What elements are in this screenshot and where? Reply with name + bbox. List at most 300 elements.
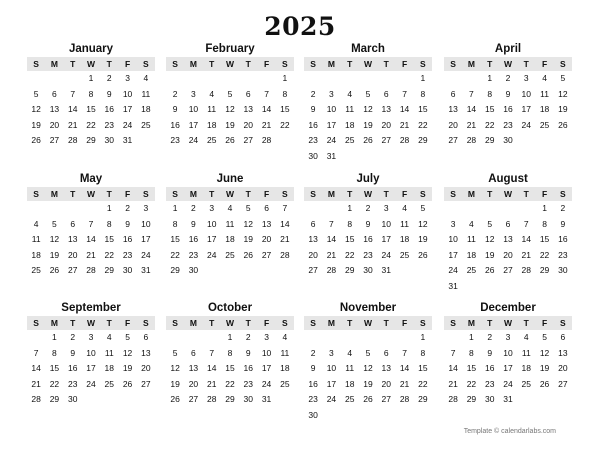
empty-cell: [27, 71, 45, 87]
day-cell: 16: [484, 363, 495, 373]
day-cell: 23: [188, 249, 199, 260]
day-cell: 20: [49, 119, 60, 130]
day-cell: 11: [31, 234, 41, 244]
day-cell: 3: [505, 332, 511, 342]
weekday-header: T: [209, 318, 215, 328]
day-cell: 16: [122, 234, 133, 244]
weekday-header-row: [444, 187, 572, 201]
empty-cell: [82, 201, 100, 217]
day-cell: 2: [172, 88, 178, 99]
empty-cell: [27, 201, 45, 217]
month-name: May: [79, 173, 103, 185]
day-cell: 9: [365, 218, 371, 229]
day-cell: 2: [125, 203, 130, 213]
day-cell: 27: [188, 394, 199, 404]
day-cell: 3: [450, 218, 456, 229]
day-cell: 17: [206, 234, 217, 244]
weekday-header-row: [444, 57, 572, 71]
month-february: [166, 41, 294, 149]
weekday-header: W: [363, 318, 372, 328]
day-cell: 4: [402, 203, 407, 213]
weekday-header: F: [263, 189, 270, 199]
day-cell: 2: [245, 332, 251, 342]
empty-cell: [377, 330, 395, 346]
day-cell: 18: [466, 249, 477, 260]
day-grid: [27, 71, 155, 149]
month-september: [27, 300, 155, 408]
day-cell: 3: [191, 88, 196, 99]
day-cell: 3: [383, 203, 389, 213]
weekday-header: M: [50, 318, 58, 328]
month-name: January: [68, 43, 114, 55]
day-cell: 16: [308, 119, 318, 130]
day-cell: 4: [143, 73, 149, 83]
day-cell: 20: [261, 234, 272, 244]
day-cell: 14: [326, 234, 337, 244]
day-cell: 1: [542, 203, 547, 213]
day-cell: 1: [106, 203, 112, 213]
day-cell: 5: [172, 347, 178, 358]
weekday-header: W: [503, 189, 512, 199]
day-cell: 19: [122, 363, 133, 373]
day-cell: 10: [503, 347, 513, 358]
day-cell: 2: [70, 332, 76, 342]
month-name: July: [356, 173, 380, 185]
weekday-header: S: [310, 59, 316, 69]
empty-cell: [184, 71, 202, 87]
empty-cell: [221, 71, 239, 87]
day-cell: 15: [484, 104, 495, 114]
day-cell: 11: [345, 363, 355, 373]
weekday-header: T: [383, 59, 389, 69]
day-cell: 27: [141, 378, 151, 389]
weekday-header: M: [467, 189, 475, 199]
empty-cell: [499, 201, 517, 217]
day-cell: 24: [206, 249, 217, 260]
day-cell: 8: [420, 88, 426, 99]
day-cell: 27: [448, 135, 458, 145]
month-name: October: [207, 302, 253, 314]
day-cell: 16: [503, 104, 513, 114]
day-cell: 28: [280, 249, 290, 260]
weekday-header: W: [86, 59, 95, 69]
day-cell: 29: [539, 265, 550, 275]
day-cell: 22: [466, 378, 477, 389]
day-cell: 14: [31, 363, 41, 373]
day-cell: 9: [245, 347, 251, 358]
weekday-header: T: [347, 318, 353, 328]
day-cell: 17: [326, 378, 337, 389]
day-cell: 12: [418, 218, 428, 229]
day-cell: 23: [67, 378, 78, 389]
day-cell: 17: [86, 363, 96, 373]
month-name: March: [351, 43, 385, 55]
weekday-header: W: [86, 318, 95, 328]
weekday-header-row: [27, 57, 155, 71]
day-cell: 1: [487, 73, 493, 83]
day-cell: 28: [67, 135, 78, 145]
day-cell: 17: [261, 363, 272, 373]
day-cell: 30: [308, 150, 318, 161]
day-cell: 6: [245, 88, 251, 99]
day-cell: 4: [209, 88, 215, 99]
day-cell: 9: [310, 363, 316, 373]
day-cell: 26: [49, 265, 60, 275]
day-cell: 28: [326, 265, 337, 275]
day-grid: [444, 71, 572, 149]
day-cell: 4: [347, 88, 353, 99]
day-cell: 30: [484, 394, 495, 404]
day-cell: 18: [344, 378, 355, 389]
day-cell: 30: [104, 135, 115, 145]
day-cell: 12: [484, 234, 495, 244]
day-cell: 8: [469, 347, 474, 358]
day-cell: 14: [206, 363, 217, 373]
day-cell: 22: [170, 249, 180, 260]
day-cell: 19: [225, 119, 235, 130]
month-name: June: [216, 173, 244, 185]
day-cell: 21: [399, 378, 410, 389]
day-cell: 11: [104, 347, 114, 358]
empty-cell: [377, 71, 395, 87]
day-cell: 14: [261, 104, 272, 114]
day-cell: 12: [539, 347, 550, 358]
day-cell: 24: [381, 249, 392, 260]
weekday-header: S: [310, 318, 316, 328]
day-cell: 7: [469, 88, 474, 99]
day-cell: 20: [381, 378, 392, 389]
day-cell: 26: [558, 119, 568, 130]
day-cell: 22: [418, 378, 428, 389]
day-cell: 30: [558, 265, 568, 275]
weekday-header-row: [444, 316, 572, 330]
day-cell: 23: [484, 378, 495, 389]
day-cell: 10: [261, 347, 272, 358]
weekday-header: S: [281, 59, 288, 69]
weekday-header: T: [487, 318, 493, 328]
day-cell: 25: [104, 378, 115, 389]
day-grid: [304, 201, 432, 279]
day-cell: 10: [326, 104, 337, 114]
day-cell: 5: [365, 347, 371, 358]
day-cell: 23: [503, 119, 513, 130]
day-cell: 6: [191, 347, 196, 358]
day-cell: 25: [539, 119, 550, 130]
day-cell: 12: [31, 104, 41, 114]
month-name: December: [480, 302, 536, 314]
empty-cell: [444, 71, 462, 87]
day-cell: 31: [261, 394, 272, 404]
month-january: [27, 41, 155, 149]
day-cell: 18: [344, 119, 355, 130]
day-cell: 27: [381, 135, 392, 145]
day-cell: 8: [542, 218, 547, 229]
day-cell: 28: [31, 394, 41, 404]
day-cell: 22: [104, 249, 115, 260]
weekday-header: S: [450, 189, 456, 199]
weekday-header: T: [245, 59, 251, 69]
weekday-header: W: [86, 189, 95, 199]
day-cell: 15: [280, 104, 290, 114]
day-cell: 18: [521, 363, 532, 373]
day-cell: 24: [326, 135, 337, 145]
day-cell: 28: [261, 135, 272, 145]
day-cell: 18: [399, 234, 410, 244]
day-cell: 14: [86, 234, 96, 244]
day-cell: 3: [329, 88, 334, 99]
day-cell: 21: [67, 119, 78, 130]
day-cell: 9: [505, 88, 511, 99]
day-cell: 11: [400, 218, 409, 229]
day-cell: 16: [170, 119, 180, 130]
day-cell: 23: [308, 394, 318, 404]
day-cell: 10: [86, 347, 96, 358]
day-cell: 22: [49, 378, 60, 389]
day-cell: 5: [542, 332, 547, 342]
day-cell: 23: [363, 249, 373, 260]
day-cell: 14: [280, 218, 290, 229]
day-cell: 5: [245, 203, 251, 213]
day-cell: 24: [521, 119, 532, 130]
day-cell: 26: [539, 378, 550, 389]
day-cell: 1: [420, 332, 426, 342]
day-grid: [304, 330, 432, 423]
day-cell: 29: [225, 394, 235, 404]
day-cell: 7: [282, 203, 288, 213]
weekday-header: T: [487, 189, 493, 199]
day-cell: 5: [33, 88, 39, 99]
day-cell: 30: [503, 135, 513, 145]
weekday-header-row: [166, 187, 294, 201]
weekday-header: W: [225, 318, 234, 328]
weekday-header: S: [281, 318, 288, 328]
day-cell: 5: [125, 332, 130, 342]
day-cell: 1: [52, 332, 57, 342]
weekday-header-row: [166, 316, 294, 330]
day-cell: 26: [225, 135, 235, 145]
day-cell: 10: [381, 218, 392, 229]
day-cell: 13: [308, 234, 318, 244]
day-cell: 17: [448, 249, 458, 260]
weekday-header-row: [27, 187, 155, 201]
day-cell: 30: [67, 394, 78, 404]
day-cell: 25: [141, 119, 151, 130]
day-cell: 12: [558, 88, 568, 99]
day-cell: 17: [141, 234, 151, 244]
day-cell: 27: [243, 135, 254, 145]
day-cell: 28: [521, 265, 532, 275]
day-cell: 10: [122, 88, 133, 99]
day-cell: 15: [539, 234, 550, 244]
day-cell: 20: [381, 119, 392, 130]
day-cell: 24: [261, 378, 272, 389]
month-july: [304, 171, 432, 279]
empty-cell: [304, 201, 322, 217]
day-cell: 21: [326, 249, 337, 260]
day-cell: 20: [503, 249, 513, 260]
day-cell: 26: [484, 265, 495, 275]
day-cell: 4: [542, 73, 547, 83]
day-cell: 22: [280, 119, 290, 130]
day-cell: 31: [141, 265, 151, 275]
day-cell: 7: [450, 347, 456, 358]
day-cell: 19: [484, 249, 495, 260]
day-cell: 27: [308, 265, 318, 275]
weekday-header: M: [327, 189, 335, 199]
day-cell: 8: [52, 347, 57, 358]
day-cell: 27: [49, 135, 60, 145]
empty-cell: [257, 71, 275, 87]
day-cell: 23: [558, 249, 568, 260]
weekday-header: S: [281, 189, 288, 199]
day-cell: 16: [243, 363, 254, 373]
weekday-header: W: [503, 318, 512, 328]
day-cell: 13: [141, 347, 151, 358]
day-cell: 26: [122, 378, 133, 389]
day-grid: [27, 330, 155, 408]
day-cell: 26: [363, 135, 373, 145]
day-cell: 15: [418, 363, 428, 373]
day-cell: 14: [521, 234, 532, 244]
day-cell: 23: [243, 378, 254, 389]
month-name: August: [488, 173, 528, 185]
day-cell: 28: [86, 265, 96, 275]
weekday-header: S: [310, 189, 316, 199]
empty-cell: [166, 71, 184, 87]
weekday-header: F: [401, 59, 408, 69]
day-cell: 12: [122, 347, 133, 358]
day-cell: 26: [243, 249, 254, 260]
day-cell: 3: [523, 73, 529, 83]
day-cell: 22: [484, 119, 495, 130]
day-cell: 7: [329, 218, 334, 229]
day-cell: 10: [206, 218, 217, 229]
day-cell: 17: [122, 104, 133, 114]
day-cell: 9: [125, 218, 130, 229]
day-cell: 2: [560, 203, 566, 213]
day-cell: 16: [363, 234, 373, 244]
day-cell: 1: [469, 332, 474, 342]
day-cell: 25: [344, 135, 355, 145]
empty-cell: [359, 330, 377, 346]
day-cell: 11: [540, 88, 549, 99]
empty-cell: [341, 330, 359, 346]
day-cell: 18: [539, 104, 550, 114]
empty-cell: [166, 330, 184, 346]
weekday-header: W: [225, 189, 234, 199]
day-cell: 25: [225, 249, 235, 260]
day-cell: 5: [52, 218, 57, 229]
day-cell: 4: [469, 218, 474, 229]
weekday-header: F: [401, 318, 408, 328]
day-cell: 20: [448, 119, 458, 130]
day-cell: 15: [104, 234, 115, 244]
empty-cell: [27, 330, 45, 346]
weekday-header: W: [363, 189, 372, 199]
day-cell: 19: [363, 378, 373, 389]
empty-cell: [239, 71, 257, 87]
day-cell: 27: [381, 394, 392, 404]
day-cell: 19: [418, 234, 428, 244]
day-cell: 1: [347, 203, 353, 213]
day-cell: 12: [363, 363, 373, 373]
weekday-header: M: [327, 59, 335, 69]
day-cell: 27: [558, 378, 568, 389]
day-cell: 28: [399, 135, 410, 145]
day-cell: 19: [539, 363, 550, 373]
day-cell: 31: [503, 394, 513, 404]
weekday-header: F: [263, 318, 270, 328]
weekday-header: T: [106, 59, 112, 69]
day-cell: 16: [308, 378, 318, 389]
day-cell: 11: [280, 347, 290, 358]
day-cell: 26: [31, 135, 41, 145]
month-may: [27, 171, 155, 279]
day-cell: 6: [310, 218, 316, 229]
day-cell: 11: [467, 234, 476, 244]
day-cell: 30: [188, 265, 199, 275]
weekday-header: T: [487, 59, 493, 69]
day-cell: 14: [448, 363, 458, 373]
day-cell: 12: [243, 218, 254, 229]
day-cell: 5: [227, 88, 233, 99]
month-march: [304, 41, 432, 164]
day-cell: 16: [67, 363, 78, 373]
day-cell: 20: [308, 249, 318, 260]
day-cell: 10: [326, 363, 337, 373]
day-cell: 4: [347, 347, 353, 358]
day-cell: 8: [487, 88, 493, 99]
day-cell: 7: [264, 88, 269, 99]
day-cell: 2: [310, 347, 316, 358]
day-cell: 13: [49, 104, 60, 114]
weekday-header: S: [33, 189, 39, 199]
weekday-header-row: [304, 57, 432, 71]
weekday-header: F: [541, 189, 548, 199]
day-cell: 23: [170, 135, 180, 145]
day-cell: 26: [418, 249, 428, 260]
day-cell: 2: [365, 203, 371, 213]
day-cell: 7: [88, 218, 94, 229]
empty-cell: [45, 201, 63, 217]
day-cell: 19: [170, 378, 180, 389]
empty-cell: [444, 201, 462, 217]
empty-cell: [304, 71, 322, 87]
day-cell: 13: [558, 347, 568, 358]
day-cell: 5: [365, 88, 371, 99]
day-cell: 25: [521, 378, 532, 389]
day-cell: 29: [466, 394, 477, 404]
day-cell: 6: [52, 88, 57, 99]
weekday-header: T: [106, 189, 112, 199]
empty-cell: [395, 330, 413, 346]
day-cell: 13: [188, 363, 199, 373]
day-cell: 1: [88, 73, 94, 83]
day-cell: 13: [67, 234, 78, 244]
weekday-header: M: [189, 59, 197, 69]
day-cell: 8: [88, 88, 94, 99]
weekday-header: T: [383, 189, 389, 199]
weekday-header: S: [419, 189, 426, 199]
month-december: [444, 300, 572, 408]
month-name: September: [61, 302, 121, 314]
day-cell: 13: [503, 234, 513, 244]
day-cell: 10: [141, 218, 151, 229]
weekday-header: S: [172, 318, 178, 328]
weekday-header: S: [33, 318, 39, 328]
weekday-header: T: [70, 189, 76, 199]
day-cell: 12: [170, 363, 180, 373]
